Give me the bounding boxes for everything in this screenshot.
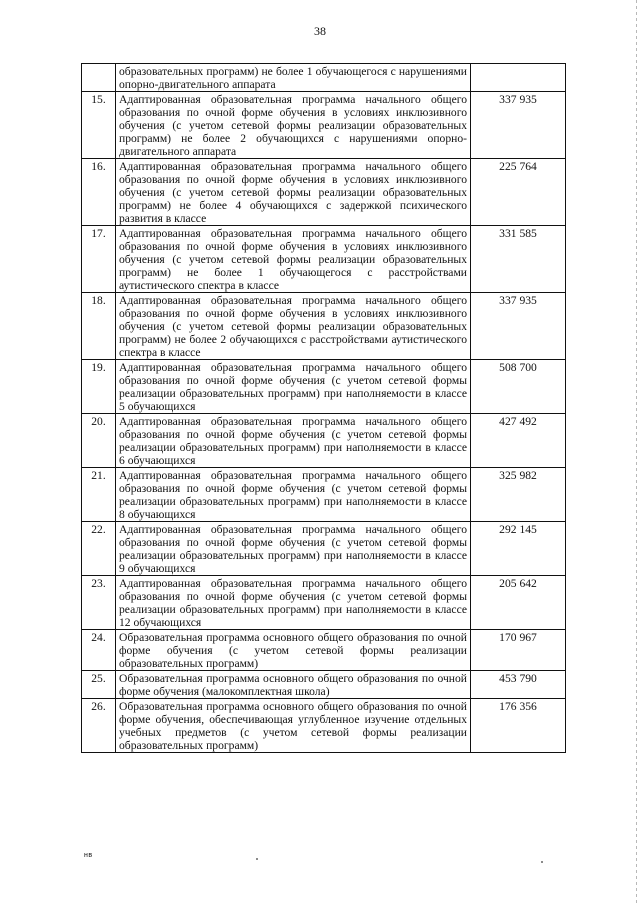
cost-value: 453 790 bbox=[471, 671, 566, 699]
row-number: 24. bbox=[82, 630, 116, 671]
row-number: 16. bbox=[82, 159, 116, 226]
table-row bbox=[82, 293, 566, 360]
cost-value: 292 145 bbox=[471, 522, 566, 576]
scan-speck bbox=[256, 858, 258, 860]
cost-value: 176 356 bbox=[471, 699, 566, 753]
table-row bbox=[82, 522, 566, 576]
page-number: 38 bbox=[314, 24, 326, 38]
cost-value: 337 935 bbox=[471, 293, 566, 360]
row-number: 17. bbox=[82, 226, 116, 293]
row-number: 19. bbox=[82, 360, 116, 414]
table-row bbox=[82, 360, 566, 414]
row-number bbox=[82, 64, 116, 92]
program-description: Адаптированная образовательная программа начального общего образования по очной форме обучения в условиях инклюзивного обучения (с учетом сетевой формы реализации образовательных программ) не более 4 обучающихся с задержкой психического развития в классе bbox=[116, 159, 471, 226]
table-row bbox=[82, 699, 566, 753]
row-number: 18. bbox=[82, 293, 116, 360]
table-row bbox=[82, 414, 566, 468]
cost-value: 225 764 bbox=[471, 159, 566, 226]
row-number: 26. bbox=[82, 699, 116, 753]
program-description: Адаптированная образовательная программа начального общего образования по очной форме обучения (с учетом сетевой формы реализации образовательных программ) при наполняемости в классе 9 обучающихся bbox=[116, 522, 471, 576]
row-number: 20. bbox=[82, 414, 116, 468]
table-row bbox=[82, 226, 566, 293]
cost-value: 170 967 bbox=[471, 630, 566, 671]
row-number: 22. bbox=[82, 522, 116, 576]
footer-mark: нв bbox=[84, 852, 93, 859]
scan-speck bbox=[541, 861, 543, 863]
cost-value bbox=[471, 64, 566, 92]
cost-value: 508 700 bbox=[471, 360, 566, 414]
table-row bbox=[82, 92, 566, 159]
program-description: образовательных программ) не более 1 обучающегося с нарушениями опорно-двигательного аппарата bbox=[116, 64, 471, 92]
program-description: Адаптированная образовательная программа начального общего образования по очной форме обучения в условиях инклюзивного обучения (с учетом сетевой формы реализации образовательных программ) не более 1 обучающегося с расстройствами аутистического спектра в классе bbox=[116, 226, 471, 293]
table-row bbox=[82, 630, 566, 671]
cost-value: 427 492 bbox=[471, 414, 566, 468]
program-description: Адаптированная образовательная программа начального общего образования по очной форме обучения в условиях инклюзивного обучения (с учетом сетевой формы реализации образовательных программ) не более 2 обучающихся с нарушениями опорно-двигательного аппарата bbox=[116, 92, 471, 159]
table-row bbox=[82, 64, 566, 92]
program-description: Адаптированная образовательная программа начального общего образования по очной форме обучения в условиях инклюзивного обучения (с учетом сетевой формы реализации образовательных программ) не более 2 обучающихся с расстройствами аутистического спектра в классе bbox=[116, 293, 471, 360]
cost-value: 205 642 bbox=[471, 576, 566, 630]
scan-edge bbox=[636, 0, 637, 905]
table-row bbox=[82, 671, 566, 699]
row-number: 25. bbox=[82, 671, 116, 699]
table-row bbox=[82, 576, 566, 630]
program-description: Адаптированная образовательная программа начального общего образования по очной форме обучения (с учетом сетевой формы реализации образовательных программ) при наполняемости в классе 6 обучающихся bbox=[116, 414, 471, 468]
table-row bbox=[82, 468, 566, 522]
program-description: Образовательная программа основного общего образования по очной форме обучения (с учетом сетевой формы реализации образовательных программ) bbox=[116, 630, 471, 671]
normatives-table bbox=[81, 63, 566, 753]
row-number: 15. bbox=[82, 92, 116, 159]
row-number: 21. bbox=[82, 468, 116, 522]
program-description: Образовательная программа основного общего образования по очной форме обучения, обеспечивающая углубленное изучение отдельных учебных предметов (с учетом сетевой формы реализации образовательных программ) bbox=[116, 699, 471, 753]
table-row bbox=[82, 159, 566, 226]
program-description: Адаптированная образовательная программа начального общего образования по очной форме обучения (с учетом сетевой формы реализации образовательных программ) при наполняемости в классе 8 обучающихся bbox=[116, 468, 471, 522]
cost-value: 325 982 bbox=[471, 468, 566, 522]
row-number: 23. bbox=[82, 576, 116, 630]
program-description: Адаптированная образовательная программа начального общего образования по очной форме обучения (с учетом сетевой формы реализации образовательных программ) при наполняемости в классе 12 обучающихся bbox=[116, 576, 471, 630]
cost-value: 337 935 bbox=[471, 92, 566, 159]
cost-value: 331 585 bbox=[471, 226, 566, 293]
program-description: Адаптированная образовательная программа начального общего образования по очной форме обучения (с учетом сетевой формы реализации образовательных программ) при наполняемости в классе 5 обучающихся bbox=[116, 360, 471, 414]
program-description: Образовательная программа основного общего образования по очной форме обучения (малокомплектная школа) bbox=[116, 671, 471, 699]
